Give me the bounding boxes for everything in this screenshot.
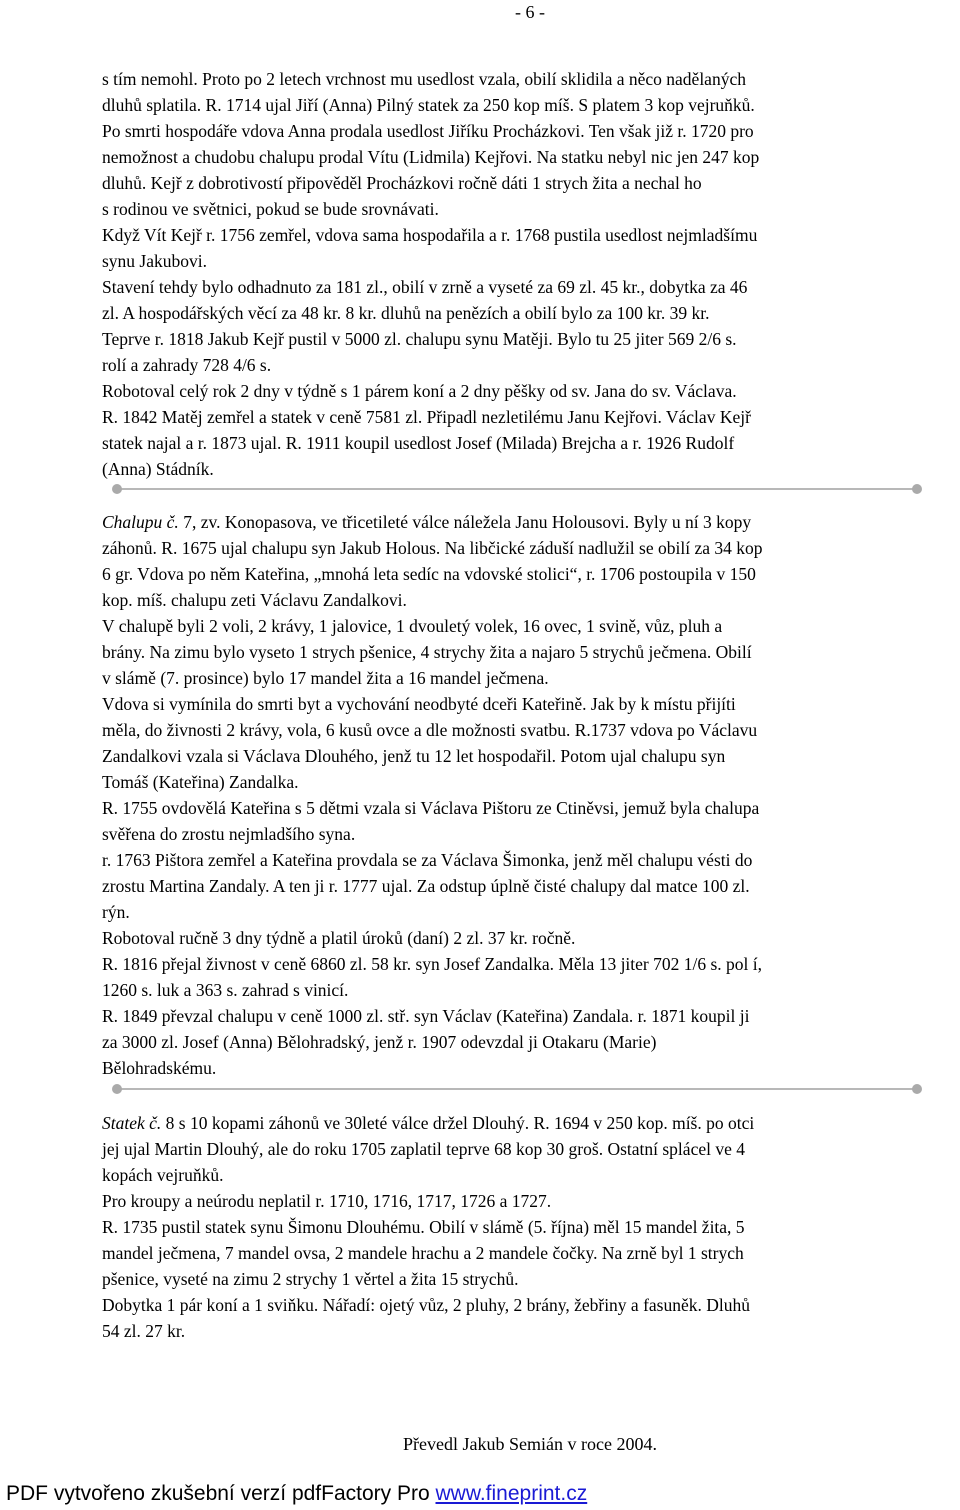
text-line: 6 gr. Vdova po něm Kateřina, „mnohá leta sedíc na vdovské stolici“, r. 1706 postoupila v 150 [102, 564, 756, 584]
text-line: dluhů splatila. R. 1714 ujal Jiří (Anna) Pilný statek za 250 kop míš. S platem 3 kop vejruňků. [102, 95, 755, 115]
text-line: Teprve r. 1818 Jakub Kejř pustil v 5000 zl. chalupu synu Matěji. Bylo tu 25 jiter 569 2/6 s. [102, 329, 737, 349]
text-line: R. 1842 Matěj zemřel a statek v ceně 7581 zl. Připadl nezletilému Janu Kejřovi. Václav Kejř [102, 407, 751, 427]
text-line: mandel ječmena, 7 mandel ovsa, 2 mandele hrachu a 2 mandele čočky. Na zrně byl 1 strych [102, 1243, 744, 1263]
text-line: nemožnost a chudobu chalupu prodal Vítu (Lidmila) Kejřovi. Na statku nebyl nic jen 247 kop [102, 147, 760, 167]
section-heading-line [102, 1110, 754, 1136]
text-line: záhonů. R. 1675 ujal chalupu syn Jakub Holous. Na libčické záduší nadlužil se obilí za 34 kop [102, 538, 763, 558]
page-number: - 6 - [515, 2, 545, 22]
text-line: Robotoval ručně 3 dny týdně a platil úroků (daní) 2 zl. 37 kr. ročně. [102, 928, 576, 948]
text-line: Vdova si vymínila do smrti byt a vychování neodbyté dceři Kateřině. Jak by k místu přijíti [102, 694, 736, 714]
text-line: s tím nemohl. Proto po 2 letech vrchnost mu usedlost vzala, obilí sklidila a něco nadělaných [102, 69, 746, 89]
text-line: za 3000 zl. Josef (Anna) Bělohradský, jenž r. 1907 odevzdal ji Otakaru (Marie) [102, 1032, 657, 1052]
section-heading: Chalupu č. [102, 512, 179, 532]
section-divider [112, 484, 922, 494]
text-line: Dobytka 1 pár koní a 1 sviňku. Nářadí: ojetý vůz, 2 pluhy, 2 brány, žebřiny a fasuněk. Dluhů [102, 1295, 750, 1315]
text-line: zl. A hospodářských věcí za 48 kr. 8 kr. dluhů na penězích a obilí bylo za 100 kr. 39 kr. [102, 303, 710, 323]
divider-line [118, 1088, 916, 1090]
fineprint-link[interactable]: www.fineprint.cz [435, 1482, 588, 1505]
divider-dot-right [912, 1084, 922, 1094]
text-line: V chalupě byli 2 voli, 2 krávy, 1 jalovice, 1 dvouletý volek, 16 ovec, 1 svině, vůz, pluh a [102, 616, 723, 636]
divider-line [118, 488, 916, 490]
text-line: 54 zl. 27 kr. [102, 1321, 186, 1341]
section-chalupa-7 [102, 509, 763, 1081]
text-line: Když Vít Kejř r. 1756 zemřel, vdova sama hospodařila a r. 1768 pustila usedlost nejmladšímu [102, 225, 758, 245]
divider-dot-left [112, 1084, 122, 1094]
heading-rest: 8 s 10 kopami záhonů ve 30leté válce držel Dlouhý. R. 1694 v 250 kop. míš. po otci [161, 1113, 755, 1133]
text-line: Po smrti hospodáře vdova Anna prodala usedlost Jiříku Procházkovi. Ten však již r. 1720 pro [102, 121, 754, 141]
text-line: rýn. [102, 902, 130, 922]
text-line: r. 1763 Pištora zemřel a Kateřina provdala se za Václava Šimonka, jenž měl chalupu vésti do [102, 850, 753, 870]
text-line: kopách vejruňků. [102, 1165, 224, 1185]
text-line: Bělohradskému. [102, 1058, 217, 1078]
text-line: R. 1816 přejal živnost v ceně 6860 zl. 58 kr. syn Josef Zandalka. Měla 13 jiter 702 1/6 s. pol í, [102, 954, 763, 974]
text-line: s rodinou ve světnici, pokud se bude srovnávati. [102, 199, 439, 219]
text-line: v slámě (7. prosince) bylo 17 mandel žita a 16 mandel ječmena. [102, 668, 549, 688]
text-line: Stavení tehdy bylo odhadnuto za 181 zl., obilí v zrně a vyseté za 69 zl. 45 kr., dobytka za 46 [102, 277, 748, 297]
text-line: jej ujal Martin Dlouhý, ale do roku 1705 zaplatil teprve 68 kop 30 groš. Ostatní splácel ve 4 [102, 1139, 745, 1159]
text-line: synu Jakubovi. [102, 251, 207, 271]
text-line: brány. Na zimu bylo vyseto 1 strych pšenice, 4 strychy žita a najaro 5 strychů ječmena. Obilí [102, 642, 752, 662]
text-line: měla, do živnosti 2 krávy, vola, 6 kusů ovce a dle možnosti svatbu. R.1737 vdova po Václavu [102, 720, 758, 740]
divider-dot-left [112, 484, 122, 494]
text-line: 1260 s. luk a 363 s. zahrad s vinicí. [102, 980, 349, 1000]
divider-dot-right [912, 484, 922, 494]
text-line: R. 1849 převzal chalupu v ceně 1000 zl. stř. syn Václav (Kateřina) Zandala. r. 1871 koupil ji [102, 1006, 750, 1026]
text-line: zrostu Martina Zandaly. A ten ji r. 1777 ujal. Za odstup úplně čisté chalupy dal matce 100 zl. [102, 876, 750, 896]
text-line: dluhů. Kejř z dobrotivostí připověděl Procházkovi ročně dáti 1 strych žita a nechal ho [102, 173, 702, 193]
text-line: R. 1755 ovdovělá Kateřina s 5 dětmi vzala si Václava Pištoru ze Ctiněvsi, jemuž byla chalupa [102, 798, 760, 818]
text-line: R. 1735 pustil statek synu Šimonu Dlouhému. Obilí v slámě (5. října) měl 15 mandel žita, 5 [102, 1217, 745, 1237]
text-line: Zandalkovi vzala si Václava Dlouhého, jenž tu 12 let hospodařil. Potom ujal chalupu syn [102, 746, 726, 766]
footer-signature: Převedl Jakub Semián v roce 2004. [403, 1434, 657, 1454]
section-divider [112, 1084, 922, 1094]
text-line: Tomáš (Kateřina) Zandalka. [102, 772, 299, 792]
heading-rest: 7, zv. Konopasova, ve třicetileté válce náležela Janu Holousovi. Byly u ní 3 kopy [178, 512, 752, 532]
text-line: pšenice, vyseté na zimu 2 strychy 1 věrtel a žita 15 strychů. [102, 1269, 519, 1289]
text-line: Pro kroupy a neúrodu neplatil r. 1710, 1716, 1717, 1726 a 1727. [102, 1191, 552, 1211]
pdf-banner-text: PDF vytvořeno zkušební verzí pdfFactory Pro [6, 1482, 436, 1505]
text-line: kop. míš. chalupu zeti Václavu Zandalkovi. [102, 590, 407, 610]
section-statek-8 [102, 1110, 754, 1344]
text-line: (Anna) Stádník. [102, 459, 214, 479]
text-line: Robotoval celý rok 2 dny v týdně s 1 párem koní a 2 dny pěšky od sv. Jana do sv. Václava. [102, 381, 737, 401]
section-heading-line [102, 509, 763, 535]
text-line: rolí a zahrady 728 4/6 s. [102, 355, 272, 375]
pdf-factory-banner [6, 1482, 587, 1506]
section-pilny-kejr [102, 66, 759, 482]
text-line: statek najal a r. 1873 ujal. R. 1911 koupil usedlost Josef (Milada) Brejcha a r. 1926 Rudolf [102, 433, 735, 453]
text-line: svěřena do zrostu nejmladšího syna. [102, 824, 356, 844]
section-heading: Statek č. [102, 1113, 162, 1133]
